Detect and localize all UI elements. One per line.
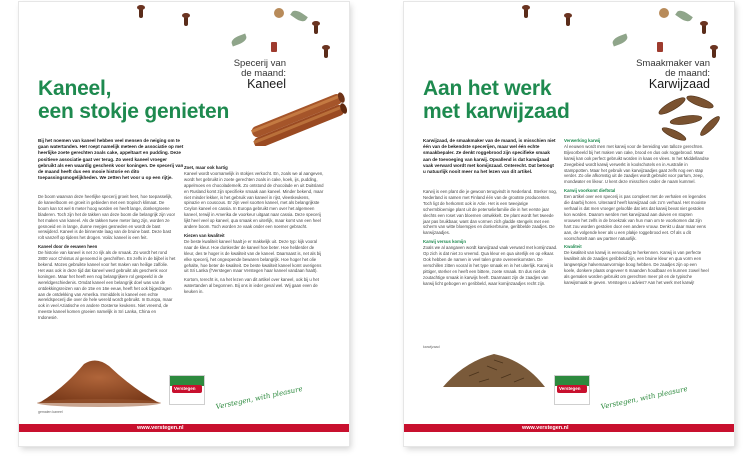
website-link[interactable]: www.verstegen.nl <box>137 425 184 431</box>
headline <box>38 77 229 123</box>
footer-bar <box>19 424 349 432</box>
tagline: Verstegen, with pleasure <box>215 384 304 412</box>
tagline: Verstegen, with pleasure <box>600 384 689 412</box>
paragraph: Al eeuwen wordt men met karwij voor de bereiding van talloze gerechten. Bijvoorbeeld bij het maken van cake, brood en dus ook roggebrood. Maar karwij kan ook perfect gebruikt worden in kaas en vlees. In het Middellandse Zeegebied wordt karwij verwerkt in koolschotels en in Australië in stamppotten. Maar het gebruik van karwijzaadjes gaat zelfs nog een stap verder. Zo olie afkomstig uit de zaadjes wordt gebruikt voor parfum, zeep, mondwater en likeur. U kent deze misschien onder de naam kummel. <box>564 143 709 185</box>
image-caption: karwijzaad <box>423 345 440 349</box>
kicker-line: Specerij van de maand: <box>233 58 286 79</box>
column-2 <box>564 138 709 289</box>
column-1 <box>423 189 558 290</box>
website-link[interactable]: www.verstegen.nl <box>522 425 569 431</box>
intro-text: Bij het noemen van kaneel hebben veel mensen de neiging om te gaan watertanden. Het roept namelijk meteen de associatie op met heerlijke zoete gerechten zoals cake, appeltaart en pudding. Deze positieve associatie gaat ver terug. Zo werd kaneel vroeger gebruikt als een waardig geschenk voor koningen. De specerij van de maand heeft dus een mooie historie en dito toepassingsmogelijkheden. We zetten het voor u op een rijtje. <box>38 138 184 181</box>
column-2 <box>184 165 324 298</box>
headline-line-1: Aan het werk <box>423 77 552 100</box>
subheading: Verwerking karwij <box>564 138 601 143</box>
subheading: Kaneel door de eeuwen heen <box>38 244 98 250</box>
verstegen-logo <box>169 375 205 405</box>
paragraph: Karwij is een plant die je gewoon terugvindt in Nederland. Sterker nog, Nederland is samen met Finland één van de grootste producenten. Toch ligt de herkomst ook in Azie. Het is een tweejarige schermbloemige plant uit de peterseliefamilie die in het eerste jaar slechts een roset van bloemen ontwikkelt. De plant wordt het tweede jaar pas bruikbaar, want dan vormen zich gladde stengels met een scherm van witte bloempjes en donkerbruine, geribbelde zaadjes. De karwijzaadjes. <box>423 189 557 236</box>
kicker-line: Smaakmaker van de maand: <box>636 58 710 79</box>
subheading: Kwaliteit <box>564 244 582 250</box>
paragraph: De kwaliteit van karwij is eenvoudig te herkennen. Karwij is van perfecte kwaliteit als de zaadjes geribbeld zijn, een bruine kleur en qua vorm een langwerpige halvemaanvormige boog hebben. De zaadjes zijn op een koele, donkere plaats ongeveer 6 maanden houdbaar en kunnen zowel heel als gemalen worden gebruikt om gerechten meer pit en de typische karwijsmaak te geven. Verstegen u advies? Aan het werk met karwij! <box>564 250 709 285</box>
kicker <box>224 59 286 89</box>
cinnamon-sticks-image <box>247 86 347 146</box>
subheading: Karwij voorkomt dieftstal <box>564 188 616 194</box>
paragraph: De boom waarvan deze heerlijke specerij groeit heet, hoe toepasselijk, de kaneelboom en groeit in gebieden met een tropisch klimaat. De boom kan tot wel 6 meter hoog worden en heeft lange, donkergroene bladeren. Toch zijn het de takken van deze boom die belangrijk zijn voor het maken van kaneel. Als de takken twee meter lang zijn, worden ze gesnoeid en in lange, dunne reepjes gesneden en wordt de bast verwijderd. Kaneel is de binnenste laag van de bruine bast. Deze bast rolt vanzelf op tijdens het drogen. Voila: kaneel is een feit. <box>38 194 176 241</box>
paragraph: De historie van kaneel is net zo rijk als de smaak. Zo wordt het rond 2800 voor Christus al genoemd in geschriften. En zelfs in de bijbel is het bekend. Mozes gebruikte kaneel voor het maken van heilige zalfolie. Het was ook in deze tijd dat kaneel werd gebruikt als geschenk voor koningen. Maar het heeft een nog belangrijkere rol gespeeld in de wereldgeschiedenis. Omdat kaneel een belangrijk doel was van de ontdekkingsreizen van de 15e en 16e eeuw, heeft het ook bijgedragen aan de ontdekking van Amerika. Immiddels is kaneel een echte wereldspecerij die over de hele wereld wordt gebruikt. In Europa, maar ook in veel Aziatische en andere Oosterse keukens. Niet vreemd, de meeste kaneel komen groeien namelijk in Sri Lanka, China en Indonesië. <box>38 250 176 321</box>
verstegen-logo <box>554 375 590 405</box>
paragraph: De beste kwaliteit kaneel haalt je er makkelijk uit. Deze typ: kijk vooral naar de kleur. Hoe donkerder de kaneel hoe beter. Hoe helderder de kleur, des te hoger is de kwaliteit van de kaneel. Daarnaast is, net als bij elke specerij, het ongeopende bewaren belangrijk. Hoe hoger het olie gehalte, hoe beter de kwaliteit. De beste kwaliteit kaneel komt overigens uit Sri Lanka (l'Verstegen maar Verstegen haar kaneel vandaan haalt). <box>184 238 322 274</box>
footer-bar <box>404 424 734 432</box>
kicker <box>630 59 710 89</box>
brand-name: Verstegen <box>559 386 581 391</box>
intro-text: Karwijzaad, de smaakmaker van de maand, is misschien niet één van de bekendste specerijen, maar wel één echte smaakbepaler. Ze denkt roggebrood zijn specifieke smaak aan de toevoeging van karwij. Opvallend is dat karwijzaad vaak verward wordt met komijnzaad. Onterecht. Dat betoogt u natuurlijk nooit meer na het lezen van dit artikel. <box>423 138 556 175</box>
column-1 <box>38 194 176 324</box>
cinnamon-powder-image <box>34 348 164 408</box>
paragraph: Kortom, terecht is, na het lezen van dit artikel over kaneel, ook bij u het watertanden al begonnen. Bij ons in ieder geval wel. Wij gaan even de keuken in. <box>184 277 319 295</box>
caraway-pile-image <box>439 332 549 392</box>
headline-line-2: met karwijzaad <box>423 100 570 123</box>
headline <box>423 77 570 123</box>
page-kaneel <box>19 2 349 446</box>
subheading: Karwij versus komijn <box>423 239 466 245</box>
subheading: Kiezen van kwaliteit <box>184 232 225 238</box>
paragraph: Kaneel wordt voornamelijk in stokjes verkocht. En, zoals we al aangeven, wordt het gebruikt in zoete gerechten zoals in cake, koek, ijs, pudding, appelmoes en chocolademelk. Zo ontstond de chocolade en uit Duitsland en Rusland komt zijn specifieke smaak aan kaneel. Minder bekend, maar niet minder lekker, is het gebruik van kaneel in rijst, vleeskeukens, spinazie en couscous. Er zijn veel soorten kaneel, met als belangrijkste Ceylon kaneel en cassia. In Europa gebruikt men over het algemeen kaneel, terwijl in Amerika de voorkeur uitgaat naar cassia. Deze specerij lijkt heel veel op kaneel, qua smaak en uiterlijk, maar komt van een heel andere boom. Toch worden ze vaak onder een noemer gebracht. <box>184 170 324 230</box>
brand-name: Verstegen <box>174 386 196 391</box>
kicker-name: Karwijzaad <box>648 77 710 91</box>
paragraph: Een artikel over een specerij is pas compleet met de verhalen en legendes die daarbij horen. Uiteraard heeft karwijzaad ook zo'n verhaal. Het mooiste verhaal is dat men vroeger geloofde dat iets dat karwij bevat niet gestolen kon worden. Daarom werden met karwijzaad aan duiven en stopten vrouwen het zelfs in de broekzak van hun man om te voorkomen dat zijn hart zou worden gestolen door een andere vrouw. Denkt u daar maar eens aan, de volgende keer als u een plakje roggebrood eet. Of als u dit voorschotelt aan uw partner natuurlijk. <box>564 194 706 241</box>
page-karwijzaad <box>404 2 734 446</box>
image-caption: gemalen kaneel <box>38 410 63 414</box>
headline-line-2: een stokje genieten <box>38 100 230 123</box>
headline-line-1: Kaneel, <box>38 77 112 100</box>
kicker-name: Kaneel <box>247 77 286 91</box>
subheading: Zoet, maar ook hartig <box>184 165 228 170</box>
paragraph: Zoals we al aangaven wordt karwijzaad vaak verward met komijnzaad. Op zich is dat niet zo vreemd. Qua kleur en qua uiterlijk en op elkaar. Ook hebben de namen in veel talen grote overeenkomsten. De verschillen zitten vooral in het type smaak en in het uiterlijk. Karwij is pittiger, sterker en heeft een bittere, zoete smaak. En dus niet de zoutachtige smaak in karwijs heeft. Daarnaast zijn de zaadjes van karwij licht gebogen en geribbeld, waar komijnzaadjes recht zijn. <box>423 245 558 286</box>
